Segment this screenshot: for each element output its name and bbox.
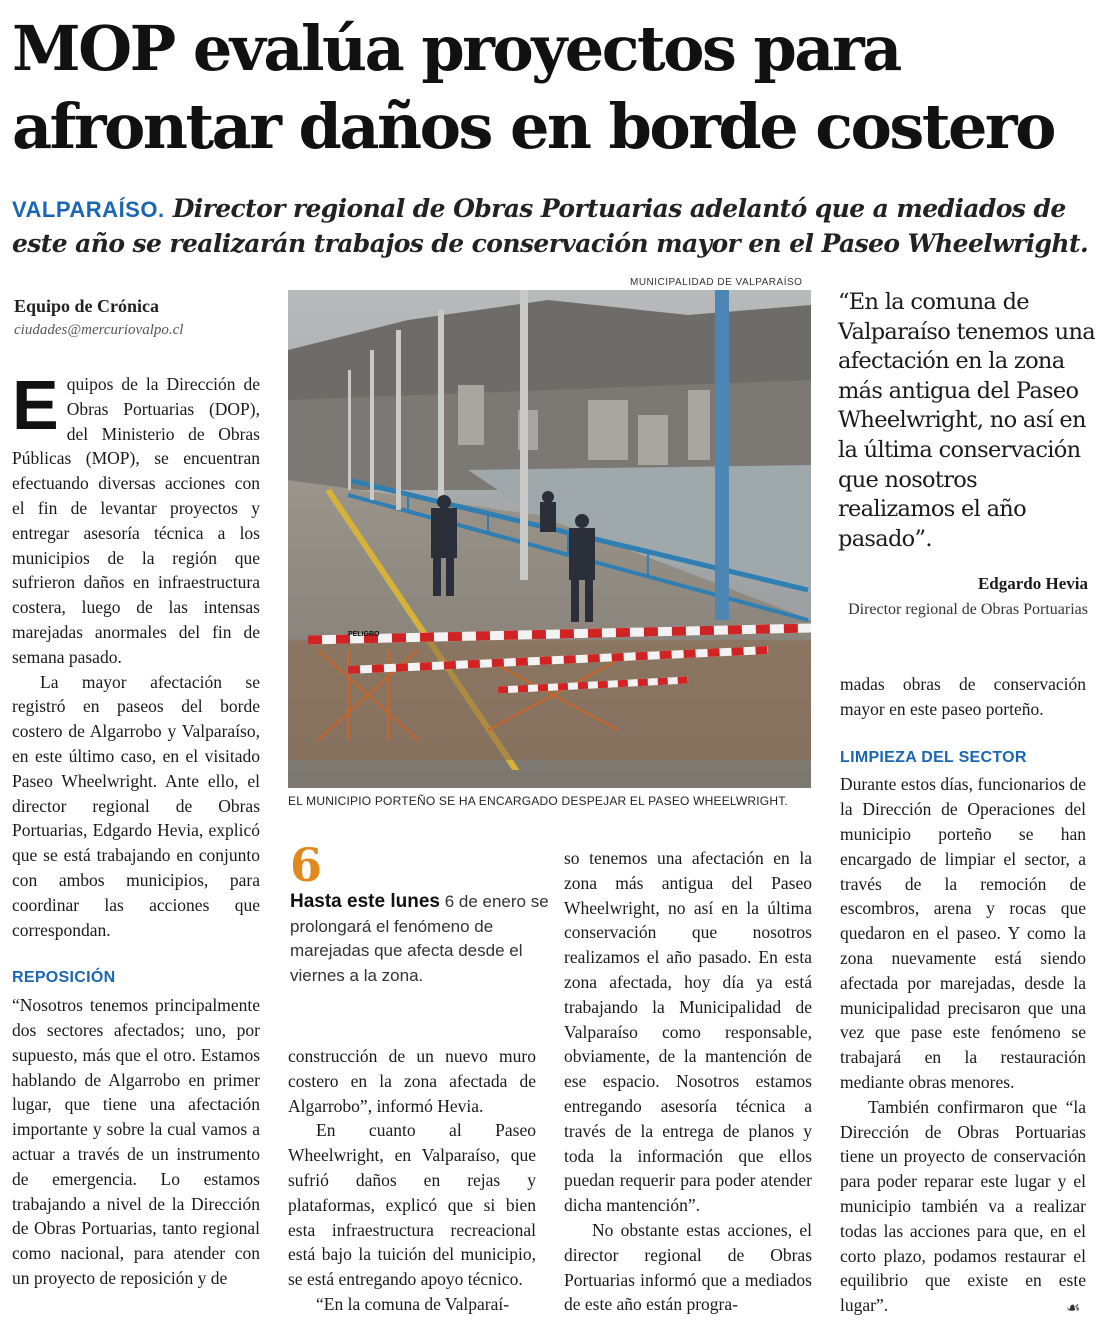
- photo-caption: EL MUNICIPIO PORTEÑO SE HA ENCARGADO DESPEJAR EL PASEO WHEELWRIGHT.: [288, 794, 788, 808]
- col2-paragraph-2: En cuanto al Paseo Wheelwright, en Valparaíso, que sufrió daños en rejas y plataformas, explicó que si bien esta infraestructura recreacional está bajo la tuición del municipio, se está entregando apoyo técnico.: [288, 1120, 536, 1290]
- factbox-lead: Hasta este lunes: [290, 891, 440, 912]
- column-4: [840, 672, 1086, 1318]
- subhead-limpieza: LIMPIEZA DEL SECTOR: [840, 748, 1027, 766]
- deck-text: Director regional de Obras Portuarias adelantó que a mediados de este año se realizarán trabajos de conservación mayor en el Paseo Wheelwright.: [12, 194, 1089, 258]
- tape-label: PELIGRO: [348, 631, 380, 638]
- col3-paragraph-1: so tenemos una afectación en la zona más antigua del Paseo Wheelwright, no así en la última conservación que nosotros realizamos el año pasado. En esta zona afectada, hoy día ya está trabajando la Municipalidad de Valparaíso como responsable, obviamente, de la mantención de ese espacio. Nosotros estamos entregando asesoría técnica a través de la entrega de planos y toda la información que ellos puedan requerir para poder atender dicha mantención”.: [564, 848, 812, 1216]
- col1-paragraph-1: quipos de la Dirección de Obras Portuarias (DOP), del Ministerio de Obras Públicas (MOP), se encuentran efectuando diversas acciones con el fin de levantar proyectos y entregar asesoría técnica a los municipios de la región que sufrieron daños en infraestructura costera, luego de las intensas marejadas anormales del fin de semana pasado.: [12, 374, 260, 667]
- factbox-text: 6 de enero se prolongará el fenómeno de marejadas que afecta desde el viernes a la zona.: [290, 892, 549, 985]
- col4-paragraph-1: madas obras de conservación mayor en este paseo porteño.: [840, 674, 1086, 719]
- col1-paragraph-3: “Nosotros tenemos principalmente dos sectores afectados; uno, por supuesto, más que el otro. Estamos hablando de Algarrobo en primer lugar, que tiene una afectación importante y sobre la cual vamos a actuar a través de un instrumento de emergencia. Lo estamos trabajando a nivel de la Dirección de Obras Portuarias, tanto regional como nacional, para atender con un proyecto de reposición y de: [12, 995, 260, 1288]
- headline: MOP evalúa proyectos para afrontar daños en borde costero: [12, 12, 1054, 163]
- dropcap: E: [12, 366, 59, 444]
- col4-paragraph-3: También confirmaron que “la Dirección de Obras Portuarias tiene un proyecto de conservación para poder reparar este lugar y el municipio también va a realizar todas las acciones para que, en el corto plazo, podamos restaurar el equilibrio que existe en este lugar”.: [840, 1096, 1086, 1316]
- col3-paragraph-2: No obstante estas acciones, el director regional de Obras Portuarias informó que a mediados de este año están progra-: [564, 1219, 812, 1315]
- quote-role: Director regional de Obras Portuarias: [848, 601, 1088, 618]
- factbox: [290, 890, 550, 988]
- column-3: [564, 846, 812, 1317]
- col4-paragraph-2: Durante estos días, funcionarios de la Dirección de Operaciones del municipio porteño se han encargado de limpiar el sector, a través de la remoción de escombros, arena y rocas que quedaron en el paseo. Y como la zona nuevamente está siendo afectada por marejadas, desde la municipalidad precisaron que una vez que pase este fenómeno se trabajará en la restauración mediante obras menores.: [840, 774, 1086, 1092]
- subhead-reposicion: REPOSICIÓN: [12, 969, 116, 987]
- column-1: [12, 366, 260, 1291]
- photo-illustration: [288, 290, 811, 788]
- column-2: [288, 1044, 536, 1317]
- col2-paragraph-1: construcción de un nuevo muro costero en la zona afectada de Algarrobo”, informó Hevia.: [288, 1046, 536, 1116]
- photo: [288, 290, 811, 788]
- col1-paragraph-2: La mayor afectación se registró en paseos del borde costero de Algarrobo y Valparaíso, en este último caso, en el visitado Paseo Wheelwright. Ante ello, el director regional de Obras Portuarias, Edgardo Hevia, explicó que se está trabajando en conjunto con ambos municipios, para coordinar las acciones que correspondan.: [12, 671, 260, 940]
- pull-quote: “En la comuna de Valparaíso tenemos una afectación en la zona más antigua del Paseo Wheelwright, no así en la última conservación que nosotros realizamos el año pasado”.: [838, 289, 1095, 552]
- deck-location: VALPARAÍSO.: [12, 197, 165, 222]
- quote-author: Edgardo Hevia: [977, 574, 1088, 593]
- byline-name: Equipo de Crónica: [14, 296, 160, 316]
- col2-paragraph-3: “En la comuna de Valparaí-: [316, 1293, 510, 1314]
- end-mark-icon: ☙: [1066, 1298, 1081, 1317]
- byline-email[interactable]: ciudades@mercuriovalpo.cl: [14, 322, 184, 338]
- factbox-number: 6: [290, 838, 323, 892]
- photo-credit: MUNICIPALIDAD DE VALPARAÍSO: [630, 277, 803, 288]
- deck: [12, 192, 1102, 261]
